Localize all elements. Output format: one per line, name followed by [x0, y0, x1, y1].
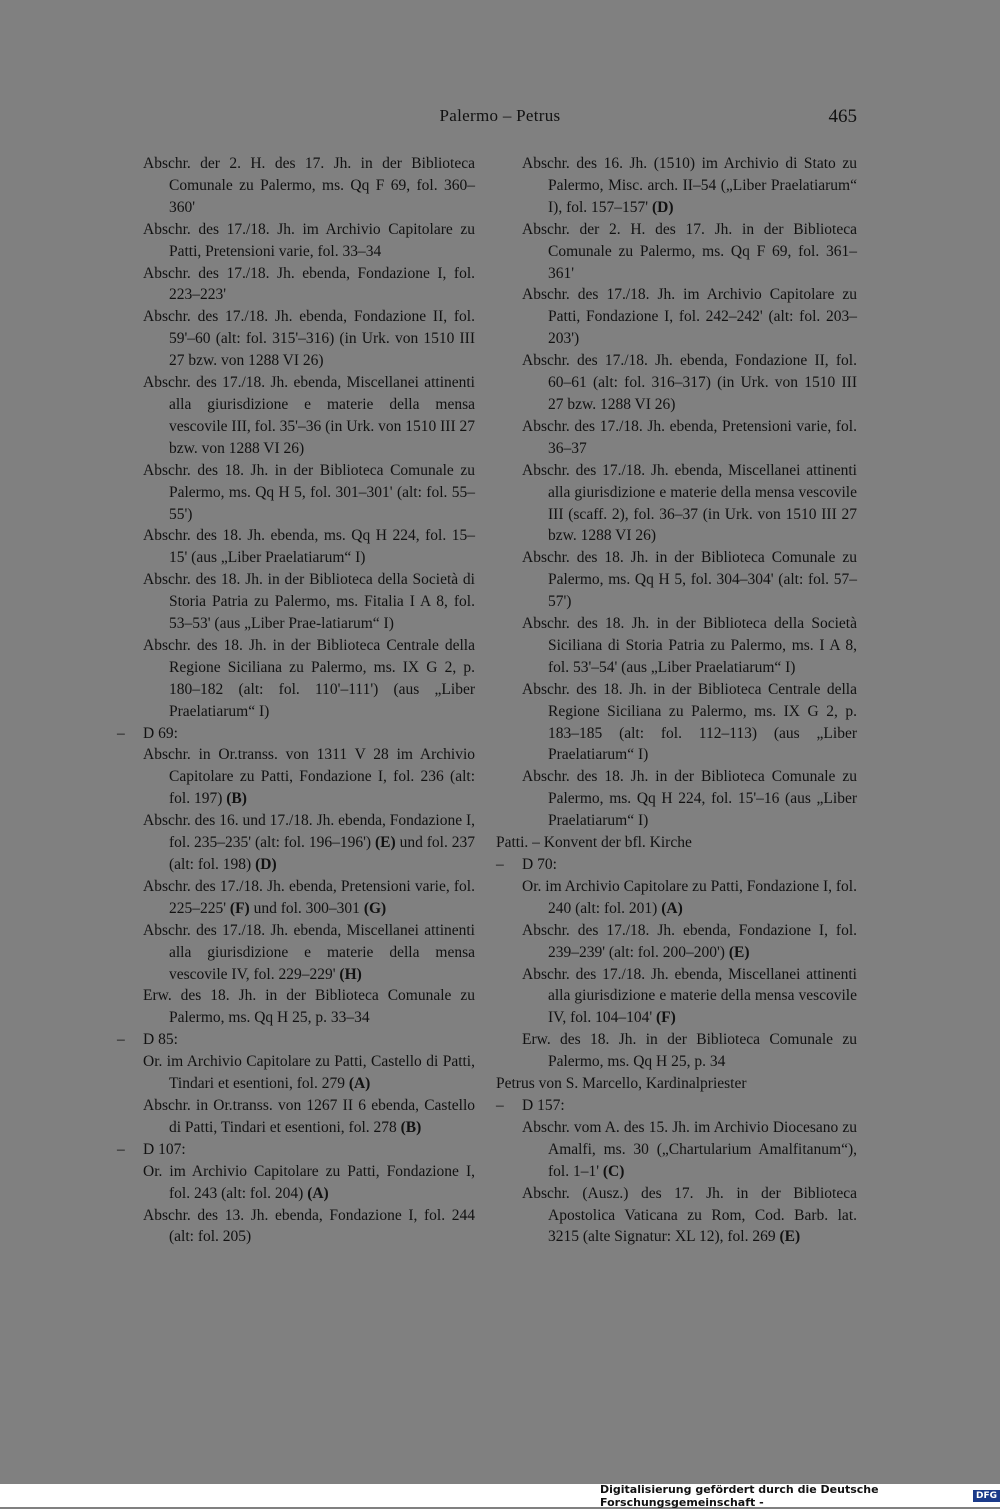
entry-text: Abschr. des 13. Jh. ebenda, Fondazione I, fol. 244 (alt: fol. 205) — [143, 1206, 475, 1246]
siglum: (D) — [255, 856, 277, 873]
transmission-entry — [496, 460, 857, 548]
document-number: D 157: — [522, 1096, 565, 1114]
entry-text: Abschr. vom A. des 15. Jh. im Archivio Diocesano zu Amalfi, ms. 30 („Chartularium Amalfitanum“), fol. 1–1' — [522, 1118, 857, 1180]
transmission-entry — [496, 1183, 857, 1249]
document-reference — [496, 1095, 857, 1117]
page-header — [0, 106, 1000, 132]
document-reference — [117, 723, 475, 745]
document-number: D 107: — [143, 1140, 186, 1158]
entry-text: Abschr. des 18. Jh. in der Biblioteca Comunale zu Palermo, ms. Qq H 5, fol. 304–304' (alt: fol. 57–57') — [522, 549, 857, 611]
entry-text: Abschr. des 18. Jh. in der Biblioteca Centrale della Regione Siciliana zu Palermo, ms. IX G 2, p. 183–185 (alt: fol. 112–113) (aus „Liber Praelatiarum“ I) — [522, 680, 857, 764]
siglum: (E) — [374, 834, 396, 852]
document-number: D 69: — [143, 724, 178, 742]
transmission-entry — [117, 219, 475, 263]
entry-text: Abschr. des 18. Jh. in der Biblioteca della Società Siciliana di Storia Patria zu Palermo, ms. I A 8, fol. 53'–54' (aus „Liber Praelatiarum“ I) — [522, 615, 857, 676]
entry-text: Abschr. des 17./18. Jh. ebenda, Fondazione II, fol. 60–61 (alt: fol. 316–317) (in Urk. von 1510 III 27 bzw. 1288 VI 26) — [522, 352, 857, 413]
siglum: (H) — [339, 965, 362, 983]
right-column — [496, 153, 857, 1248]
transmission-entry — [496, 876, 857, 920]
entry-text: Abschr. in Or.transs. von 1311 V 28 im Archivio Capitolare zu Patti, Fondazione I, fol. 236 (alt: fol. 197) — [143, 746, 475, 808]
transmission-entry — [496, 350, 857, 416]
entry-text: Abschr. des 17./18. Jh. ebenda, Miscellanei attinenti alla giurisdizione e materie della mensa vescovile III, fol. 35'–36 (in Urk. von 1510 III 27 bzw. von 1288 VI 26) — [143, 374, 475, 457]
siglum: (B) — [226, 790, 247, 808]
transmission-entry — [496, 219, 857, 285]
siglum: (A) — [348, 1075, 371, 1093]
siglum: (E) — [779, 1228, 801, 1246]
transmission-entry — [496, 416, 857, 460]
entry-text: Abschr. des 17./18. Jh. im Archivio Capitolare zu Patti, Pretensioni varie, fol. 33–34 — [143, 220, 475, 260]
siglum: (G) — [363, 899, 387, 917]
list-dash: – — [117, 1031, 125, 1049]
document-reference — [117, 1139, 475, 1161]
document-number: D 85: — [143, 1031, 178, 1049]
entry-text: Abschr. des 17./18. Jh. ebenda, Pretensioni varie, fol. 225–225' — [143, 877, 475, 917]
siglum: (C) — [602, 1162, 625, 1180]
entry-text: Abschr. der 2. H. des 17. Jh. in der Biblioteca Comunale zu Palermo, ms. Qq F 69, fol. 360–360' — [143, 155, 475, 216]
transmission-entry — [496, 153, 857, 219]
siglum: (F) — [229, 899, 250, 917]
siglum: (A) — [661, 899, 683, 917]
entry-text: Erw. des 18. Jh. in der Biblioteca Comunale zu Palermo, ms. Qq H 25, p. 33–34 — [143, 987, 475, 1027]
transmission-entry — [117, 1205, 475, 1249]
transmission-entry — [117, 153, 475, 219]
entry-text: Abschr. des 16. und 17./18. Jh. ebenda, Fondazione I, fol. 235–235' (alt: fol. 196–196') — [143, 812, 475, 852]
siglum: (E) — [728, 943, 750, 961]
document-reference — [117, 1029, 475, 1051]
transmission-entry — [496, 1117, 857, 1183]
page-number: 465 — [828, 106, 857, 127]
siglum: (A) — [307, 1184, 329, 1202]
transmission-entry — [496, 613, 857, 679]
entry-text: Abschr. des 17./18. Jh. ebenda, Fondazione II, fol. 59'–60 (alt: fol. 315'–316) (in Urk. von 1510 III 27 bzw. von 1288 VI 26) — [143, 308, 475, 370]
entry-text: Abschr. des 17./18. Jh. ebenda, Miscellanei attinenti alla giurisdizione e materie della mensa vescovile III (scaff. 2), fol. 36–37 (in Urk. von 1510 III 27 bzw. 1288 VI 26) — [522, 461, 857, 545]
entry-text: Abschr. des 17./18. Jh. ebenda, Miscellanei attinenti alla giurisdizione e materie della mensa vescovile IV, fol. 229–229' — [143, 921, 475, 983]
transmission-entry — [117, 306, 475, 372]
transmission-entry — [496, 1029, 857, 1073]
entry-text-continued: und fol. 300–301 — [249, 899, 364, 917]
footer-text: Digitalisierung gefördert durch die Deutsche Forschungsgemeinschaft - — [600, 1483, 879, 1509]
transmission-entry — [117, 876, 475, 920]
left-column — [117, 153, 475, 1248]
siglum: (D) — [651, 198, 674, 216]
entry-text: Abschr. des 17./18. Jh. ebenda, Fondazione I, fol. 223–223' — [143, 264, 475, 304]
transmission-entry — [496, 766, 857, 832]
recipient-heading: Petrus von S. Marcello, Kardinalpriester — [496, 1075, 747, 1093]
entry-text: Abschr. des 17./18. Jh. im Archivio Capitolare zu Patti, Fondazione I, fol. 242–242' (alt: fol. 203–203') — [522, 286, 857, 348]
entry-text: Erw. des 18. Jh. in der Biblioteca Comunale zu Palermo, ms. Qq H 25, p. 34 — [522, 1031, 857, 1071]
entry-text: Abschr. des 18. Jh. in der Biblioteca Centrale della Regione Siciliana zu Palermo, ms. IX G 2, p. 180–182 (alt: fol. 110'–111') (aus „Liber Praelatiarum“ I) — [143, 636, 475, 720]
transmission-entry — [117, 372, 475, 460]
transmission-entry — [496, 920, 857, 964]
list-dash: – — [117, 1140, 125, 1158]
transmission-entry — [117, 525, 475, 569]
transmission-entry — [117, 635, 475, 723]
entry-text: Abschr. (Ausz.) des 17. Jh. in der Biblioteca Apostolica Vaticana zu Rom, Cod. Barb. lat. 3215 (alte Signatur: XL 12), fol. 269 — [522, 1184, 857, 1246]
digitization-footer — [600, 1483, 1000, 1509]
document-number: D 70: — [522, 856, 557, 873]
entry-text: Or. im Archivio Capitolare zu Patti, Fondazione I, fol. 243 (alt: fol. 204) — [143, 1162, 475, 1202]
transmission-entry — [117, 569, 475, 635]
entry-text: Or. im Archivio Capitolare zu Patti, Castello di Patti, Tindari et esentioni, fol. 279 — [143, 1053, 475, 1093]
entry-text: Abschr. des 17./18. Jh. ebenda, Fondazione I, fol. 239–239' (alt: fol. 200–200') — [522, 921, 857, 961]
transmission-entry — [117, 920, 475, 986]
list-dash: – — [496, 1096, 504, 1114]
transmission-entry — [117, 985, 475, 1029]
transmission-entry — [117, 810, 475, 876]
transmission-entry — [496, 964, 857, 1030]
transmission-entry — [117, 1161, 475, 1205]
entry-text: Abschr. des 17./18. Jh. ebenda, Miscellanei attinenti alla giurisdizione e materie della mensa vescovile IV, fol. 104–104' — [522, 965, 857, 1027]
transmission-entry — [117, 744, 475, 810]
list-dash: – — [117, 724, 125, 742]
entry-text: Abschr. des 18. Jh. in der Biblioteca Comunale zu Palermo, ms. Qq H 224, fol. 15'–16 (aus „Liber Praelatiarum“ I) — [522, 768, 857, 830]
entry-text-continued: und fol. 237 (alt: fol. 198) — [169, 834, 475, 873]
list-dash: – — [496, 856, 504, 873]
transmission-entry — [496, 284, 857, 350]
entry-text: Abschr. in Or.transs. von 1267 II 6 ebenda, Castello di Patti, Tindari et esentioni, fol. 278 — [143, 1096, 475, 1136]
entry-text: Or. im Archivio Capitolare zu Patti, Fondazione I, fol. 240 (alt: fol. 201) — [522, 877, 857, 917]
transmission-entry — [117, 1095, 475, 1139]
transmission-entry — [117, 263, 475, 307]
entry-text: Abschr. des 18. Jh. ebenda, ms. Qq H 224, fol. 15–15' (aus „Liber Praelatiarum“ I) — [143, 527, 475, 567]
running-title: Palermo – Petrus — [439, 106, 561, 125]
dfg-logo: DFG — [973, 1490, 1000, 1502]
entry-text: Abschr. des 18. Jh. in der Biblioteca Comunale zu Palermo, ms. Qq H 5, fol. 301–301' (alt: fol. 55–55') — [143, 461, 475, 523]
entry-text: Abschr. des 17./18. Jh. ebenda, Pretensioni varie, fol. 36–37 — [522, 417, 857, 457]
recipient-heading: Patti. – Konvent der bfl. Kirche — [496, 834, 692, 852]
transmission-entry — [496, 547, 857, 613]
transmission-entry — [117, 460, 475, 526]
entry-text: Abschr. des 18. Jh. in der Biblioteca della Società di Storia Patria zu Palermo, ms. Fitalia I A 8, fol. 53–53' (aus „Liber Prae-latiarum“ I) — [143, 571, 475, 633]
entry-text: Abschr. des 16. Jh. (1510) im Archivio di Stato zu Palermo, Misc. arch. II–54 („Liber Praelatiarum“ I), fol. 157–157' — [522, 155, 857, 216]
siglum: (B) — [400, 1118, 422, 1136]
entry-text: Abschr. der 2. H. des 17. Jh. in der Biblioteca Comunale zu Palermo, ms. Qq F 69, fol. 361–361' — [522, 220, 857, 282]
transmission-entry — [496, 679, 857, 767]
document-reference — [496, 854, 857, 876]
transmission-entry — [117, 1051, 475, 1095]
siglum: (F) — [656, 1009, 676, 1027]
